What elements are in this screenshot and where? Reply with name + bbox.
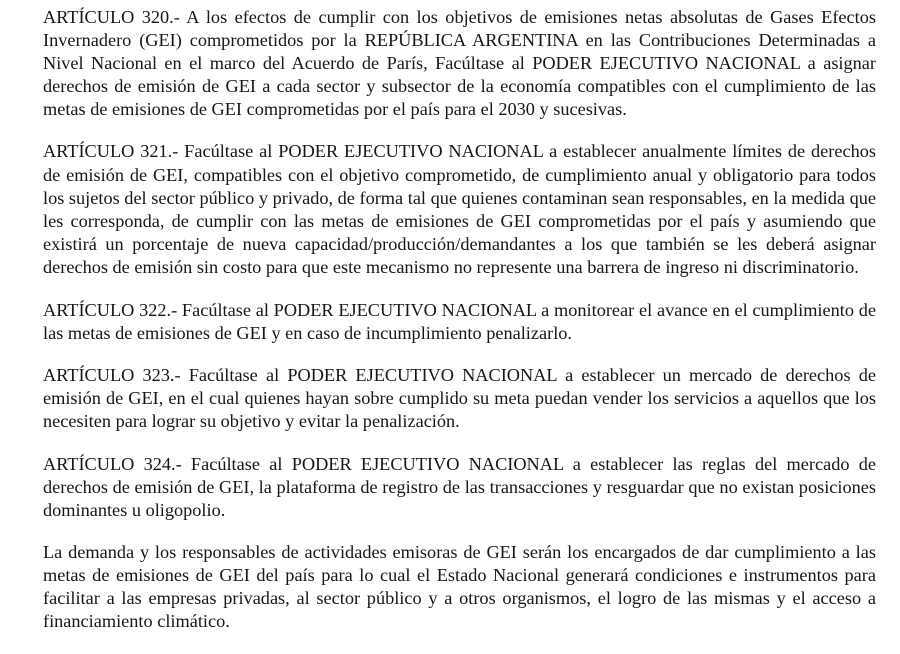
text-line: Invernadero (GEI) comprometidos por la REPÚBLICA ARGENTINA en las Contribuciones Determinadas a	[43, 30, 876, 51]
text-line: necesiten para lograr su objetivo y evitar la penalización.	[43, 411, 460, 432]
document-page	[43, 6, 876, 633]
text-line: las metas de emisiones de GEI y en caso de incumplimiento penalizarlo.	[43, 323, 572, 344]
text-line: dominantes u oligopolio.	[43, 499, 226, 520]
text-line: ARTÍCULO 324.- Facúltase al PODER EJECUTIVO NACIONAL a establecer las reglas del mercado de	[43, 453, 876, 474]
text-line: los sujetos del sector público y privado, de forma tal que quienes contaminan sean responsables, en la medida que	[43, 187, 876, 208]
article-323	[43, 364, 876, 433]
text-line: metas de emisiones de GEI comprometidas por el país para el 2030 y sucesivas.	[43, 99, 627, 120]
article-322	[43, 299, 876, 345]
text-line: existirá un porcentaje de nueva capacidad/producción/demandantes a los que también se les deberá asignar	[43, 233, 876, 254]
text-line: ARTÍCULO 320.- A los efectos de cumplir con los objetivos de emisiones netas absolutas de Gases Efectos	[43, 7, 876, 27]
text-line: derechos de emisión sin costo para que este mecanismo no represente una barrera de ingreso ni discriminatorio.	[43, 256, 859, 277]
text-line: ARTÍCULO 321.- Facúltase al PODER EJECUTIVO NACIONAL a establecer anualmente límites de derechos	[43, 141, 876, 162]
text-line: les corresponda, de cumplir con las metas de emisiones de GEI comprometidas por el país y asumiendo que	[43, 210, 876, 231]
text-line: ARTÍCULO 323.- Facúltase al PODER EJECUTIVO NACIONAL a establecer un mercado de derechos de	[43, 365, 876, 386]
text-line: ARTÍCULO 322.- Facúltase al PODER EJECUTIVO NACIONAL a monitorear el avance en el cumplimiento de	[43, 300, 876, 321]
paragraph-gap	[43, 121, 876, 140]
paragraph-gap	[43, 522, 876, 541]
text-line: emisión de GEI, en el cual quienes hayan sobre cumplido su meta puedan vender los servicios a aquellos que los	[43, 388, 876, 409]
text-line: financiamiento climático.	[43, 611, 230, 632]
paragraph-gap	[43, 434, 876, 453]
paragraph-gap	[43, 345, 876, 364]
closing-paragraph	[43, 541, 876, 633]
text-line: Nivel Nacional en el marco del Acuerdo de París, Facúltase al PODER EJECUTIVO NACIONAL a asignar	[43, 53, 876, 74]
text-line: La demanda y los responsables de actividades emisoras de GEI serán los encargados de dar cumplimiento a las	[43, 541, 876, 562]
text-line: de emisión de GEI, compatibles con el objetivo comprometido, de cumplimiento anual y obligatorio para todos	[43, 164, 876, 185]
article-320	[43, 6, 876, 121]
text-line: derechos de emisión de GEI, la plataforma de registro de las transacciones y resguardar que no existan posiciones	[43, 476, 876, 497]
article-324	[43, 453, 876, 522]
text-line: metas de emisiones de GEI del país para lo cual el Estado Nacional generará condiciones e instrumentos para	[43, 564, 876, 585]
paragraph-gap	[43, 279, 876, 299]
text-line: facilitar a las empresas privadas, al sector público y a otros organismos, el logro de las mismas y el acceso a	[43, 587, 876, 608]
text-line: derechos de emisión de GEI a cada sector y subsector de la economía compatibles con el cumplimiento de las	[43, 76, 876, 97]
article-321	[43, 140, 876, 279]
